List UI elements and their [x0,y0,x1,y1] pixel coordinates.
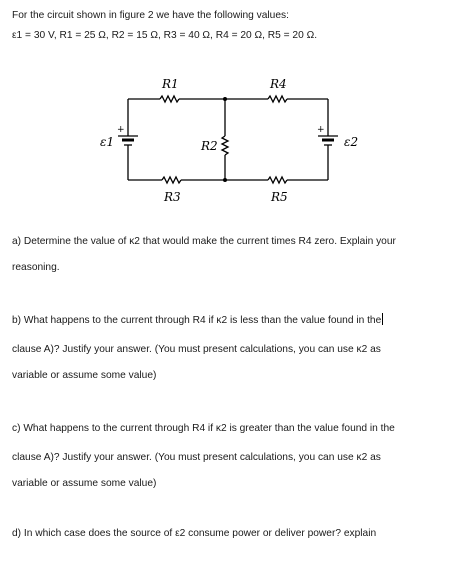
label-r1: R1 [162,77,179,91]
question-b-line1 [12,313,383,327]
resistor-r4 [268,96,287,102]
circuit-diagram [0,70,466,230]
resistor-r1 [160,96,179,102]
label-r3: R3 [164,190,181,204]
label-r5: R5 [271,190,288,204]
junction-top [223,97,227,101]
intro-text: For the circuit shown in figure 2 we have the following values: [12,10,289,21]
label-e1-plus: + [117,125,125,135]
resistor-r2 [222,136,228,155]
question-c-line3: variable or assume some value) [12,478,157,489]
question-a-line2: reasoning. [12,262,60,273]
resistor-r5 [268,177,287,183]
junction-bottom [223,178,227,182]
question-a-line1: a) Determine the value of ĸ2 that would make the current times R4 zero. Explain your [12,236,396,247]
values-line: ε1 = 30 V, R1 = 25 Ω, R2 = 15 Ω, R3 = 40 Ω, R4 = 20 Ω, R5 = 20 Ω. [12,30,318,41]
question-b-line1-text: b) What happens to the current through R4 if ĸ2 is less than the value found in the [12,315,382,326]
text-cursor [382,313,383,325]
question-b-line3: variable or assume some value) [12,370,157,381]
label-e2-plus: + [317,125,325,135]
question-d-line1: d) In which case does the source of ε2 consume power or deliver power? explain [12,528,377,539]
resistor-r3 [162,177,181,183]
label-r2: R2 [201,139,218,153]
question-c-line2: clause A)? Justify your answer. (You must present calculations, you can use ĸ2 as [12,452,381,463]
label-e2: ε2 [344,135,359,149]
label-e1: ε1 [100,135,115,149]
label-r4: R4 [270,77,287,91]
question-b-line2: clause A)? Justify your answer. (You must present calculations, you can use ĸ2 as [12,344,381,355]
question-c-line1: c) What happens to the current through R4 if ĸ2 is greater than the value found in the [12,423,395,434]
